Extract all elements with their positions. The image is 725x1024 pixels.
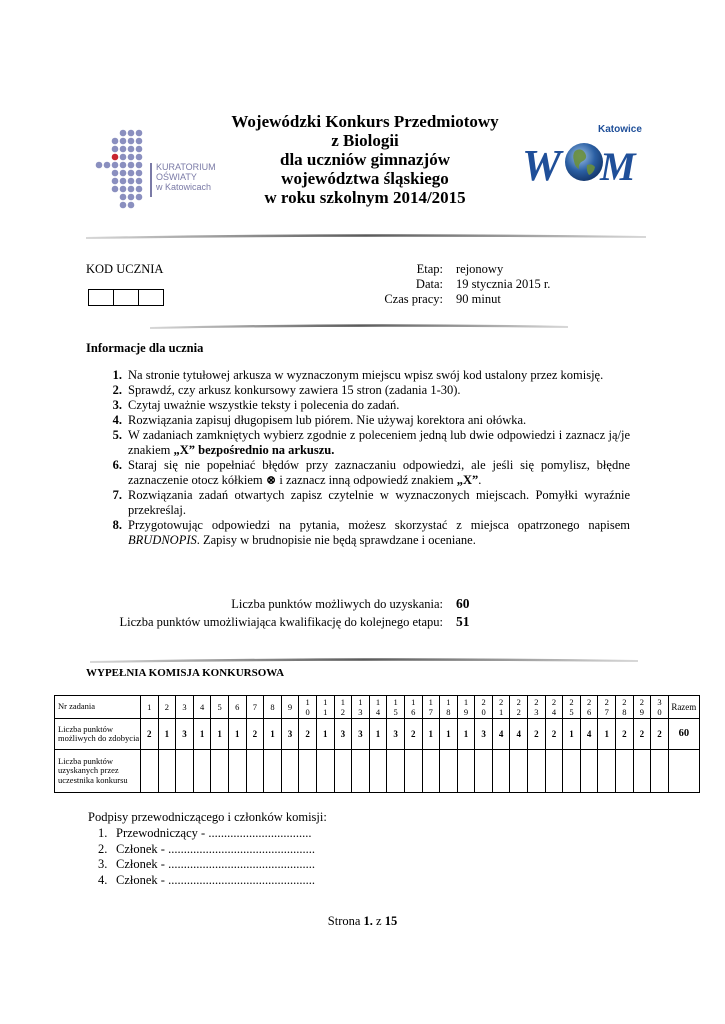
obtained-points-cell[interactable] xyxy=(580,750,598,793)
instructions-list xyxy=(102,368,630,548)
item-number: 1. xyxy=(112,368,122,382)
max-points-cell: 2 xyxy=(651,719,669,750)
svg-text:W: W xyxy=(522,141,562,190)
item-number: 8. xyxy=(112,518,122,532)
signatures-heading: Podpisy przewodniczącego i członków komisji: xyxy=(88,810,327,824)
item-text: Rozwiązania zapisuj długopisem lub piórem. Nie używaj korektora ani ołówka. xyxy=(128,413,527,427)
max-points-cell: 4 xyxy=(580,719,598,750)
row-label: Liczba punktów możliwych do zdobycia xyxy=(55,719,141,750)
item-text: i zaznacz inną odpowiedź znakiem xyxy=(276,473,457,487)
max-points-cell: 1 xyxy=(563,719,581,750)
task-number-cell: 2 7 xyxy=(598,696,616,719)
max-points-cell: 3 xyxy=(176,719,194,750)
instruction-item xyxy=(102,413,630,428)
page-footer xyxy=(0,914,725,929)
obtained-points-cell[interactable] xyxy=(176,750,194,793)
max-points-value: 60 xyxy=(456,596,470,611)
exam-meta-values xyxy=(456,262,550,307)
etap-label: Etap: xyxy=(416,262,443,276)
data-label: Data: xyxy=(415,277,443,291)
signature-number: 4. xyxy=(98,872,108,887)
item-text: . Zapisy w brudnopisie nie będą sprawdzane i oceniane. xyxy=(196,533,476,547)
item-number: 5. xyxy=(112,428,122,442)
obtained-points-cell[interactable] xyxy=(440,750,458,793)
max-points-cell: 3 xyxy=(334,719,352,750)
max-points-cell: 1 xyxy=(369,719,387,750)
signatures-list xyxy=(98,826,315,888)
row-label: Liczba punktów uzyskanych przez uczestnika konkursu xyxy=(55,750,141,793)
section-divider xyxy=(90,656,638,664)
task-number-cell: 2 xyxy=(158,696,176,719)
item-number: 7. xyxy=(112,488,122,502)
item-text: Rozwiązania zadań otwartych zapisz czytelnie w wyznaczonych miejscach. Pomyłki wyraźnie przekreślaj. xyxy=(128,488,630,517)
max-points-cell: 2 xyxy=(528,719,546,750)
task-number-cell: 1 0 xyxy=(299,696,317,719)
title-line: województwa śląskiego xyxy=(281,169,449,188)
task-number-cell: 1 1 xyxy=(316,696,334,719)
item-text-italic: BRUDNOPIS xyxy=(128,533,197,547)
data-value: 19 stycznia 2015 r. xyxy=(456,277,551,291)
title-line: w roku szkolnym 2014/2015 xyxy=(264,188,466,207)
max-points-cell: 1 xyxy=(598,719,616,750)
obtained-points-cell[interactable] xyxy=(563,750,581,793)
max-points-cell: 1 xyxy=(193,719,211,750)
task-number-cell: 2 1 xyxy=(492,696,510,719)
task-number-cell: 2 8 xyxy=(616,696,634,719)
signature-text: Członek - ............................................... xyxy=(116,872,315,887)
max-points-label: Liczba punktów możliwych do uzyskania: xyxy=(231,597,443,611)
svg-text:M: M xyxy=(600,144,636,189)
item-text: Przygotowując odpowiedzi na pytania, możesz skorzystać z miejsca opatrzonego napisem xyxy=(128,518,630,532)
item-text: Czytaj uważnie wszystkie teksty i polecenia do zadań. xyxy=(128,398,400,412)
max-points-cell: 3 xyxy=(352,719,370,750)
item-number: 4. xyxy=(112,413,122,427)
obtained-points-cell[interactable] xyxy=(193,750,211,793)
max-points-cell: 2 xyxy=(633,719,651,750)
max-points-cell: 2 xyxy=(404,719,422,750)
obtained-points-cell[interactable] xyxy=(404,750,422,793)
student-code-label: KOD UCZNIA xyxy=(86,262,164,276)
task-number-cell: 2 6 xyxy=(580,696,598,719)
task-number-cell: 2 2 xyxy=(510,696,528,719)
task-number-cell: 1 xyxy=(141,696,159,719)
max-points-cell: 2 xyxy=(246,719,264,750)
max-points-row xyxy=(55,719,700,750)
obtained-points-cell[interactable] xyxy=(492,750,510,793)
obtained-points-cell[interactable] xyxy=(633,750,651,793)
task-number-cell: 1 6 xyxy=(404,696,422,719)
signature-number: 2. xyxy=(98,841,108,856)
total-obtained-cell[interactable] xyxy=(668,750,699,793)
logo-divider xyxy=(150,163,152,197)
task-number-cell: 2 3 xyxy=(528,696,546,719)
max-points-cell: 2 xyxy=(141,719,159,750)
circled-x-icon: ⊗ xyxy=(265,473,277,487)
max-points-cell: 1 xyxy=(316,719,334,750)
obtained-points-cell[interactable] xyxy=(158,750,176,793)
task-number-cell: 1 5 xyxy=(387,696,405,719)
title-line: z Biologii xyxy=(331,131,399,150)
obtained-points-cell[interactable] xyxy=(545,750,563,793)
qualification-points-value: 51 xyxy=(456,614,470,629)
max-points-cell: 1 xyxy=(422,719,440,750)
task-number-cell: 2 0 xyxy=(475,696,493,719)
obtained-points-cell[interactable] xyxy=(299,750,317,793)
task-number-cell: 4 xyxy=(193,696,211,719)
title-line: dla uczniów gimnazjów xyxy=(280,150,450,169)
item-number: 3. xyxy=(112,398,122,412)
obtained-points-cell[interactable] xyxy=(246,750,264,793)
max-points-cell: 2 xyxy=(545,719,563,750)
max-points-cell: 1 xyxy=(264,719,282,750)
max-points-cell: 2 xyxy=(299,719,317,750)
task-number-cell: 9 xyxy=(281,696,299,719)
obtained-points-cell[interactable] xyxy=(616,750,634,793)
task-number-cell: 1 3 xyxy=(352,696,370,719)
obtained-points-cell[interactable] xyxy=(281,750,299,793)
footer-prefix: Strona xyxy=(327,914,364,928)
instruction-item xyxy=(102,428,630,458)
obtained-points-cell[interactable] xyxy=(334,750,352,793)
kuratorium-dots-icon xyxy=(92,128,154,210)
max-points-cell: 2 xyxy=(616,719,634,750)
points-values xyxy=(456,595,470,631)
kuratorium-logo-text: KURATORIUM OŚWIATY w Katowicach xyxy=(156,162,216,192)
obtained-points-cell[interactable] xyxy=(228,750,246,793)
instruction-item xyxy=(102,518,630,548)
signature-text: Członek - ............................................... xyxy=(116,857,315,871)
points-labels xyxy=(60,595,443,631)
max-points-cell: 1 xyxy=(211,719,229,750)
obtained-points-cell[interactable] xyxy=(387,750,405,793)
obtained-points-row xyxy=(55,750,700,793)
student-code-box[interactable] xyxy=(113,289,139,306)
max-points-cell: 1 xyxy=(228,719,246,750)
obtained-points-cell[interactable] xyxy=(141,750,159,793)
item-text: . xyxy=(478,473,482,487)
wom-logo-city: Katowice xyxy=(598,124,642,135)
section-divider xyxy=(86,232,646,240)
item-text: W zadaniach zamkniętych wybierz zgodnie z poleceniem jedną lub dwie odpowiedzi i zaznacz ją/je znakiem xyxy=(128,428,630,457)
document-title xyxy=(200,112,530,207)
student-code-box[interactable] xyxy=(138,289,164,306)
item-number: 6. xyxy=(112,458,122,472)
footer-page-total: 15 xyxy=(384,914,398,928)
obtained-points-cell[interactable] xyxy=(264,750,282,793)
item-text-bold: „X” xyxy=(456,473,479,487)
signature-line[interactable] xyxy=(98,826,315,842)
task-number-cell: 2 4 xyxy=(545,696,563,719)
obtained-points-cell[interactable] xyxy=(316,750,334,793)
info-heading: Informacje dla ucznia xyxy=(86,341,204,355)
task-number-cell: 8 xyxy=(264,696,282,719)
max-points-cell: 1 xyxy=(457,719,475,750)
obtained-points-cell[interactable] xyxy=(528,750,546,793)
obtained-points-cell[interactable] xyxy=(598,750,616,793)
task-number-cell: 2 5 xyxy=(563,696,581,719)
czas-label: Czas pracy: xyxy=(384,292,443,306)
instruction-item xyxy=(102,383,630,398)
score-table xyxy=(54,695,700,793)
student-code-boxes[interactable] xyxy=(88,289,163,306)
max-points-cell: 4 xyxy=(510,719,528,750)
item-text: Staraj się nie popełniać błędów przy zaznaczaniu odpowiedzi, ale jeśli się pomylisz, błędne zaznaczenie otocz kółkiem xyxy=(128,458,630,487)
max-points-cell: 4 xyxy=(492,719,510,750)
item-number: 2. xyxy=(112,383,122,397)
signature-line[interactable] xyxy=(98,873,315,889)
task-number-cell: 3 0 xyxy=(651,696,669,719)
max-points-cell: 1 xyxy=(158,719,176,750)
instruction-item xyxy=(102,398,630,413)
signature-line[interactable] xyxy=(98,842,315,858)
obtained-points-cell[interactable] xyxy=(422,750,440,793)
task-number-cell: 7 xyxy=(246,696,264,719)
obtained-points-cell[interactable] xyxy=(510,750,528,793)
max-points-cell: 3 xyxy=(387,719,405,750)
wom-logo xyxy=(520,118,644,202)
title-line: Wojewódzki Konkurs Przedmiotowy xyxy=(231,112,499,131)
signature-number: 1. xyxy=(98,826,108,840)
item-text-bold: „X” bezpośrednio na arkuszu. xyxy=(173,443,335,457)
item-text: Na stronie tytułowej arkusza w wyznaczonym miejscu wpisz swój kod ustalony przez komisję. xyxy=(128,368,604,382)
task-number-cell: 3 xyxy=(176,696,194,719)
obtained-points-cell[interactable] xyxy=(651,750,669,793)
signature-text: Członek - ............................................... xyxy=(116,841,315,856)
qualification-points-label: Liczba punktów umożliwiająca kwalifikację do kolejnego etapu: xyxy=(119,615,443,629)
task-number-cell: 5 xyxy=(211,696,229,719)
signature-text: Przewodniczący - ................................. xyxy=(116,826,312,840)
commission-heading: WYPEŁNIA KOMISJA KONKURSOWA xyxy=(86,667,285,679)
obtained-points-cell[interactable] xyxy=(211,750,229,793)
obtained-points-cell[interactable] xyxy=(475,750,493,793)
max-points-cell: 3 xyxy=(281,719,299,750)
footer-separator: z xyxy=(372,914,385,928)
section-divider xyxy=(150,322,568,330)
task-number-cell: 1 9 xyxy=(457,696,475,719)
max-points-cell: 3 xyxy=(475,719,493,750)
signature-number: 3. xyxy=(98,857,108,871)
instruction-item xyxy=(102,368,630,383)
etap-value: rejonowy xyxy=(456,262,504,276)
total-header-cell: Razem xyxy=(668,696,699,719)
exam-meta-labels xyxy=(370,262,443,307)
task-number-row xyxy=(55,696,700,719)
task-number-cell: 6 xyxy=(228,696,246,719)
task-number-cell: 2 9 xyxy=(633,696,651,719)
obtained-points-cell[interactable] xyxy=(369,750,387,793)
student-code-box[interactable] xyxy=(88,289,114,306)
czas-value: 90 minut xyxy=(456,292,501,306)
task-number-cell: 1 8 xyxy=(440,696,458,719)
instruction-item xyxy=(102,488,630,518)
task-number-cell: 1 7 xyxy=(422,696,440,719)
task-number-cell: 1 2 xyxy=(334,696,352,719)
instruction-item xyxy=(102,458,630,488)
task-number-cell: 1 4 xyxy=(369,696,387,719)
row-label: Nr zadania xyxy=(55,696,141,719)
obtained-points-cell[interactable] xyxy=(457,750,475,793)
obtained-points-cell[interactable] xyxy=(352,750,370,793)
footer-page-number: 1. xyxy=(363,914,373,928)
signature-line[interactable] xyxy=(98,857,315,873)
total-max-cell: 60 xyxy=(668,719,699,750)
max-points-cell: 1 xyxy=(440,719,458,750)
item-text: Sprawdź, czy arkusz konkursowy zawiera 15 stron (zadania 1-30). xyxy=(128,383,461,397)
